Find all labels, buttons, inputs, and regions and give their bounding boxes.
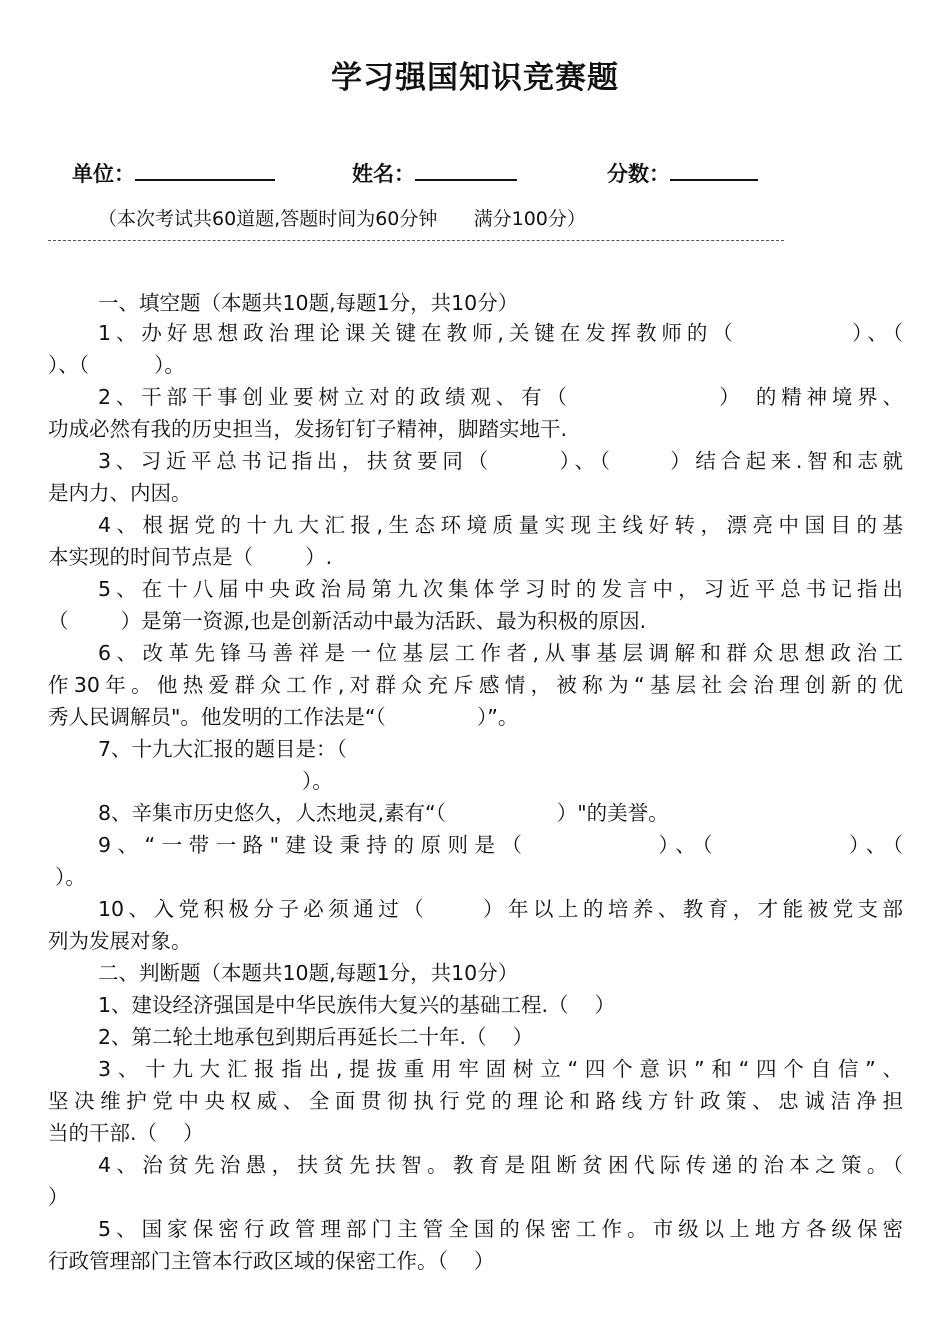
exam-title: 学习强国知识竞赛题 [331, 60, 619, 96]
section-heading-fill: 一、填空题（本题共10题,每题1分，共10分） [98, 291, 519, 315]
question-text: 10、入党积极分子必须通过（ ）年以上的培养、教育，才能被党支部 [98, 897, 903, 921]
question-text: 7、十九大汇报的题目是：（ [98, 737, 347, 761]
name-blank[interactable] [415, 161, 517, 181]
question-text: 6、改革先锋马善祥是一位基层工作者,从事基层调解和群众思想政治工 [98, 641, 903, 665]
question-text: 8、辛集市历史悠久，人杰地灵,素有“（ ）"的美誉。 [98, 801, 669, 825]
question-text: 5、国家保密行政管理部门主管全国的保密工作。市级以上地方各级保密 [98, 1217, 903, 1241]
question-text: ）、（ ）。 [48, 353, 185, 377]
question-text: 2、干部干事创业要树立对的政绩观、有（ ） 的精神境界、 [98, 385, 903, 409]
question-text: 3、十九大汇报指出,提拔重用牢固树立“四个意识”和“四个自信”、 [98, 1057, 903, 1081]
name-field [352, 158, 517, 188]
question-text: 功成必然有我的历史担当，发扬钉钉子精神，脚踏实地干. [48, 417, 568, 441]
unit-label: 单位： [72, 162, 135, 186]
score-label: 分数： [607, 162, 670, 186]
exam-note: （本次考试共60道题,答题时间为60分钟 满分100分） [98, 208, 586, 230]
question-text: 作30年。他热爱群众工作,对群众充斥感情，被称为“基层社会治理创新的优 [48, 673, 903, 697]
question-text: （ ）是第一资源,也是创新活动中最为活跃、最为积极的原因. [48, 609, 647, 633]
question-text: 坚决维护党中央权威、全面贯彻执行党的理论和路线方针政策、忠诚洁净担 [48, 1089, 903, 1113]
unit-blank[interactable] [135, 161, 275, 181]
score-blank[interactable] [670, 161, 758, 181]
section-heading-judge: 二、判断题（本题共10题,每题1分，共10分） [98, 961, 519, 985]
question-text: 1、建设经济强国是中华民族伟大复兴的基础工程.（ ） [98, 993, 616, 1017]
question-text: 9、“一带一路"建设秉持的原则是（ ）、（ ）、（ [98, 833, 903, 857]
question-text: ） [48, 1185, 69, 1209]
question-text: 4、根据党的十九大汇报,生态环境质量实现主线好转，漂亮中国目的基 [98, 513, 903, 537]
question-text: 是内力、内因。 [48, 481, 192, 505]
score-field [607, 158, 758, 188]
question-text: ）。 [302, 769, 333, 793]
dashed-divider [48, 240, 784, 241]
unit-field [72, 158, 275, 188]
question-text: 2、第二轮土地承包到期后再延长二十年.（ ） [98, 1025, 534, 1049]
question-text: 列为发展对象。 [48, 929, 192, 953]
question-text: 秀人民调解员"。他发明的工作法是“（ ）”。 [48, 705, 519, 729]
question-text: 当的干部.（ ） [48, 1121, 204, 1145]
question-text: 行政管理部门主管本行政区域的保密工作。（ ） [48, 1249, 495, 1273]
name-label: 姓名： [352, 162, 415, 186]
question-text: 5、在十八届中央政治局第九次集体学习时的发言中，习近平总书记指出 [98, 577, 903, 601]
question-text: 3、习近平总书记指出，扶贫要同（ ）、（ ）结合起来.智和志就 [98, 449, 903, 473]
question-text: 1、办好思想政治理论课关键在教师,关键在发挥教师的（ ）、（ [98, 321, 903, 345]
question-text: 4、治贫先治愚，扶贫先扶智。教育是阻断贫困代际传递的治本之策。（ [98, 1153, 903, 1177]
question-text: ）。 [55, 865, 86, 889]
question-text: 本实现的时间节点是（ ）. [48, 545, 333, 569]
